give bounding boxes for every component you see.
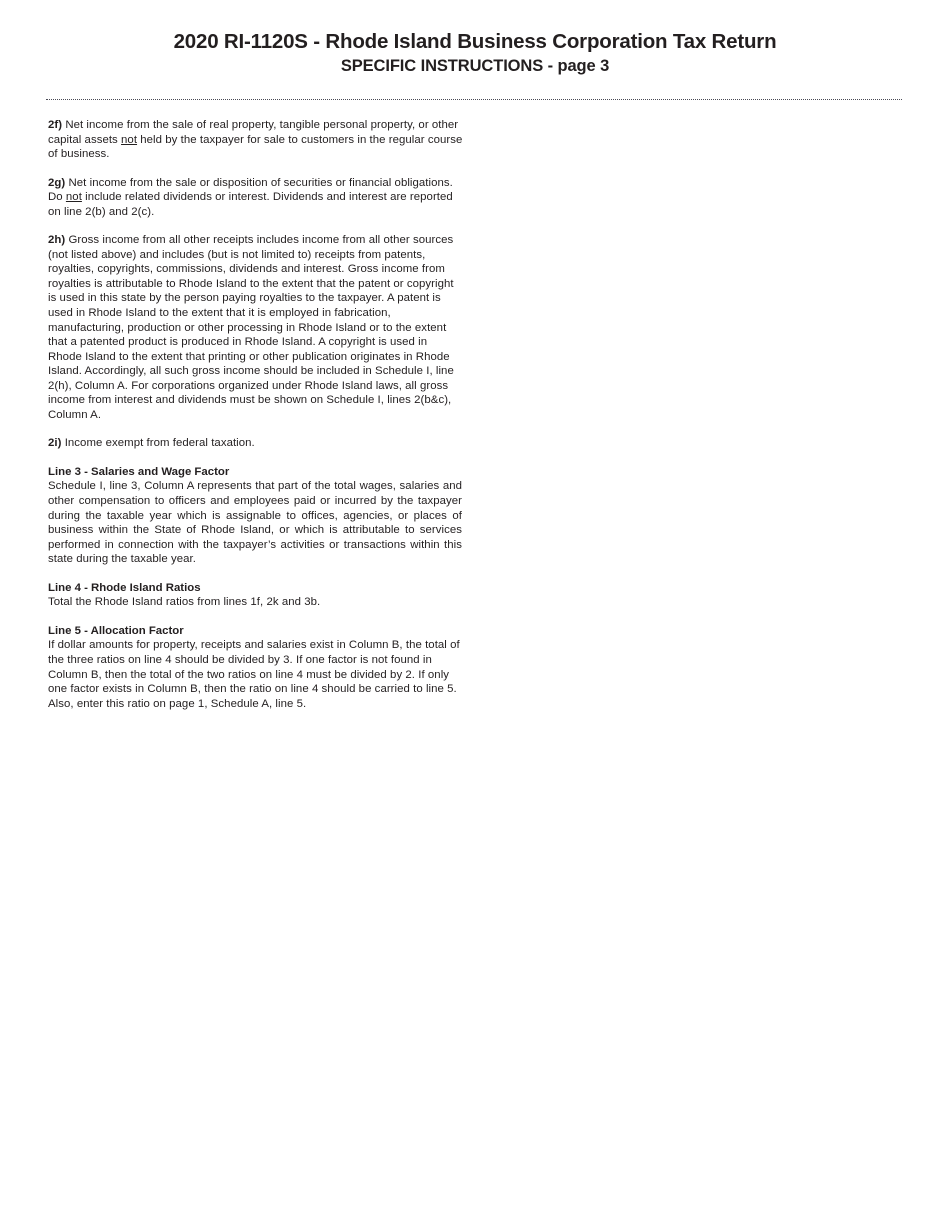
paragraph-2f-text-2: held by the taxpayer for sale to customers in the regular course of business. [48, 133, 463, 161]
paragraph-2h-text: Gross income from all other receipts includes income from all other sources (not listed above) and includes (but is not limited to) receipts from patents, royalties, copyrights, commissions, dividends and interest. Gross income from royalties is attributable to Rhode Island to the extent that the patent or copyright is used in this state by the person paying royalties to the taxpayer. A patent is used in Rhode Island to the extent that it is employed in fabrication, manufacturing, production or other processing in Rhode Island or to the extent that a patented product is produced in Rhode Island. A copyright is used in Rhode Island to the extent that printing or other publication originates in Rhode Island. Accordingly, all such gross income should be included in Schedule I, line 2(h), Column A. For corporations organized under Rhode Island laws, all gross income from interest and dividends must be shown on Schedule I, lines 2(b&c), Column A. [48, 234, 454, 421]
paragraph-2g-text-2: include related dividends or interest. Dividends and interest are reported on line 2(b) and 2(c). [48, 191, 453, 218]
paragraph-2i-text: Income exempt from federal taxation. [61, 437, 255, 450]
paragraph-2i-label: 2i) [48, 437, 62, 450]
paragraph-2f-label: 2f) [48, 119, 63, 131]
section-line-5-heading: Line 5 - Allocation Factor [48, 624, 184, 637]
instructions-body [48, 118, 463, 711]
paragraph-2h-label: 2h) [48, 234, 66, 247]
page-title: 2020 RI-1120S - Rhode Island Business Corporation Tax Return [173, 30, 777, 53]
section-line-3-heading: Line 3 - Salaries and Wage Factor [48, 465, 230, 478]
paragraph-2f-emphasis: not [121, 133, 138, 146]
paragraph-2g-text-1: Net income from the sale or disposition of securities or financial obligations. Do [48, 176, 453, 204]
section-line-3-text: Schedule I, line 3, Column A represents that part of the total wages, salaries and other compensation to officers and employees paid or incurred by the taxpayer during the taxable year which is assignable to offices, agencies, or places of business within the State of Rhode Island, or which is attributable to services performed in connection with the taxpayer’s activities or transactions within this state during the taxable year. [48, 480, 462, 566]
paragraph-2f-text-1: Net income from the sale of real property, tangible personal property, or other capital assets [48, 119, 459, 146]
section-line-4-heading: Line 4 - Rhode Island Ratios [48, 581, 201, 594]
section-line-4 [48, 581, 463, 610]
page-header [0, 0, 950, 76]
paragraph-2f [48, 118, 463, 162]
paragraph-2g [48, 176, 463, 220]
section-line-5 [48, 624, 463, 711]
paragraph-2i [48, 436, 463, 451]
dotted-rule [46, 99, 902, 100]
paragraph-2h [48, 233, 463, 422]
section-line-3 [48, 465, 463, 567]
paragraph-2g-label: 2g) [48, 176, 66, 189]
paragraph-2g-emphasis: not [65, 191, 82, 204]
section-line-5-text: If dollar amounts for property, receipts and salaries exist in Column B, the total of the three ratios on line 4 should be divided by 3. If one factor is not found in Column B, then the total of the two ratios on line 4 must be divided by 2. If only one factor exists in Column B, then the ratio on line 4 should be carried to line 5. Also, enter this ratio on page 1, Schedule A, line 5. [48, 639, 460, 710]
section-line-4-text: Total the Rhode Island ratios from lines 1f, 2k and 3b. [48, 596, 321, 609]
header-divider [46, 99, 902, 101]
page-subtitle: SPECIFIC INSTRUCTIONS - page 3 [340, 56, 610, 75]
